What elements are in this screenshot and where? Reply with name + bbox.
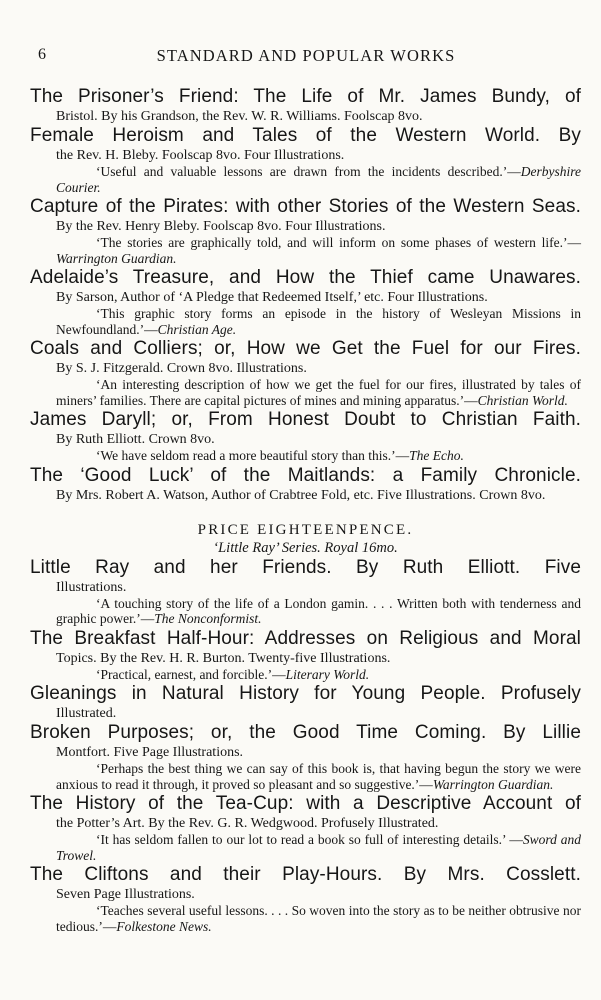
catalogue-list [30,86,581,935]
entry-title: Capture of the Pirates: with other Stories of the Western Seas. [30,196,581,217]
entry-byline: Topics. By the Rev. H. R. Burton. Twenty-five Illustrations. [56,650,391,666]
entry-review-quote [56,377,581,408]
catalogue-entry [30,409,581,464]
entry-byline: Montfort. Five Page Illustrations. [56,745,244,760]
review-text: ‘The stories are graphically told, and will inform on some phases of western life.’— [96,235,581,250]
review-source: Literary World. [285,666,370,682]
catalogue-entry [30,196,581,266]
entry-title: Gleanings in Natural History for Young People. Profusely [30,683,581,704]
catalogue-entry [30,338,581,408]
entry-review-quote [56,164,581,195]
catalogue-entry [30,722,581,792]
entry-byline: Illustrated. [56,706,117,721]
review-source: Christian Age. [157,321,237,337]
review-source: Sword and Trowel. [56,832,581,863]
entry-title: Female Heroism and Tales of the Western World. By [30,125,581,146]
running-head: STANDARD AND POPULAR WORKS [156,46,456,65]
review-text: ‘Practical, earnest, and forcible.’— [96,666,286,682]
entry-review-quote [56,448,581,464]
entry-byline: Illustrations. [56,579,127,595]
entry-review-quote [56,306,581,337]
catalogue-entry [30,683,581,722]
entry-byline: By Mrs. Robert A. Watson, Author of Crabtree Fold, etc. Five Illustrations. Crown 8vo. [56,487,546,503]
review-source: Warrington Guardian. [56,250,177,266]
entry-title: The Cliftons and their Play-Hours. By Mrs. Cosslett. [30,864,581,885]
entry-review-quote [56,235,581,266]
catalogue-entry [30,793,581,863]
catalogue-entry [30,628,581,683]
entry-review-quote [56,903,581,934]
entry-title: Little Ray and her Friends. By Ruth Elliott. Five [30,556,581,578]
catalogue-entry [30,864,581,934]
entry-byline: By Sarson, Author of ‘A Pledge that Redeemed Itself,’ etc. Four Illustrations. [56,290,488,305]
review-text: ‘We have seldom read a more beautiful story than this.’— [96,448,410,463]
review-source: Folkestone News. [116,918,212,934]
catalogue-entry [30,267,581,337]
catalogue-entry [30,557,581,627]
review-source: The Nonconformist. [154,611,262,626]
review-source: Derbyshire Courier. [56,164,581,195]
entry-byline: the Rev. H. Bleby. Foolscap 8vo. Four Illustrations. [56,148,345,163]
section-subheading: ‘Little Ray’ Series. Royal 16mo. [213,539,398,556]
catalogue-entries-group-1 [30,86,581,504]
entry-title: The ‘Good Luck’ of the Maitlands: a Family Chronicle. [30,464,581,486]
entry-title: The Prisoner’s Friend: The Life of Mr. James Bundy, of [30,86,581,107]
review-source: The Echo. [409,448,464,463]
page-header [36,46,576,68]
entry-byline: Seven Page Illustrations. [56,887,195,902]
entry-title: Adelaide’s Treasure, and How the Thief came Unawares. [30,267,581,288]
entry-review-quote [56,832,581,863]
catalogue-entry [30,465,581,504]
entry-byline: By Ruth Elliott. Crown 8vo. [56,432,215,447]
review-text: ‘This graphic story forms an episode in the history of Wesleyan Missions in Newfoundland.’— [56,306,581,337]
review-text: ‘It has seldom fallen to our lot to read a book so full of interesting details.’ — [96,832,523,847]
page-number: 6 [38,46,46,63]
entry-title: The Breakfast Half-Hour: Addresses on Religious and Moral [30,627,581,649]
catalogue-entry [30,125,581,195]
review-source: Warrington Guardian. [432,776,554,792]
entry-title: James Daryll; or, From Honest Doubt to Christian Faith. [30,409,581,430]
review-text: ‘An interesting description of how we get the fuel for our fires, illustrated by tales of miners’ families. There are capital pictures of mines and mining apparatus.’— [56,377,581,408]
catalogue-entries-group-2 [30,557,581,935]
review-text: ‘Perhaps the best thing we can say of this book is, that having begun the story we were anxious to read it through, it proved so pleasant and so suggestive.’— [56,761,581,792]
entry-review-quote [56,667,581,683]
entry-byline: Bristol. By his Grandson, the Rev. W. R. Williams. Foolscap 8vo. [56,109,423,124]
entry-title: Coals and Colliers; or, How we Get the Fuel for our Fires. [30,338,581,359]
catalogue-entry [30,86,581,125]
entry-byline: By the Rev. Henry Bleby. Foolscap 8vo. Four Illustrations. [56,219,386,234]
section-heading: PRICE EIGHTEENPENCE. [197,521,414,538]
review-text: ‘A touching story of the life of a London gamin. . . . Written both with tenderness and graphic power.’— [56,595,581,626]
review-text: ‘Useful and valuable lessons are drawn from the incidents described.’— [96,164,521,179]
entry-review-quote [56,596,581,627]
entry-review-quote [56,761,581,792]
entry-byline: By S. J. Fitzgerald. Crown 8vo. Illustrations. [56,361,307,376]
entry-byline: the Potter’s Art. By the Rev. G. R. Wedgwood. Profusely Illustrated. [56,816,439,831]
entry-title: Broken Purposes; or, the Good Time Coming. By Lillie [30,722,581,743]
review-source: Christian World. [477,392,568,408]
review-text: ‘Teaches several useful lessons. . . . So woven into the story as to be neither obtrusive nor tedious.’— [56,903,581,934]
entry-title: The History of the Tea-Cup: with a Descriptive Account of [30,793,581,814]
